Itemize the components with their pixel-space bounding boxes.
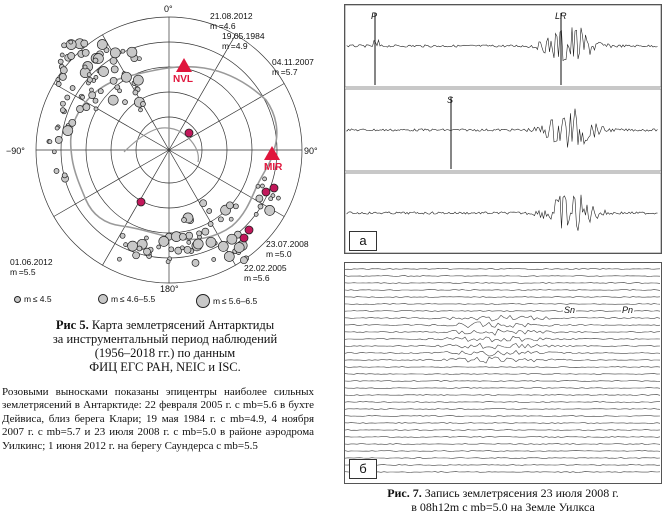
caption-line: в 08h12m с mb=5.0 на Земле Уилкса <box>411 500 595 514</box>
panel-b-label: б <box>349 459 377 479</box>
earthquake-dot <box>229 217 233 221</box>
earthquake-dot <box>256 195 263 202</box>
earthquake-dot <box>99 67 109 77</box>
seismogram-panel-b <box>344 262 662 484</box>
earthquake-dot <box>265 205 275 215</box>
earthquake-dot <box>180 246 184 250</box>
seismogram-trace <box>345 329 660 335</box>
caption-line: за инструментальный период наблюдений <box>52 332 278 346</box>
highlighted-event-dot <box>240 234 248 242</box>
earthquake-dot <box>59 73 66 80</box>
earthquake-dot <box>55 136 62 143</box>
earthquake-dot <box>226 202 233 209</box>
earthquake-dot <box>224 252 234 262</box>
seismogram-trace <box>345 269 660 270</box>
legend-circle-icon <box>98 294 108 304</box>
seismogram-trace <box>345 402 660 403</box>
earthquake-dot <box>144 236 148 240</box>
station-nvl-marker <box>176 58 192 72</box>
figure5-label: Рис 5. <box>55 318 89 332</box>
earthquake-dot <box>110 48 120 58</box>
earthquake-dot <box>197 231 202 236</box>
seismogram-trace <box>345 367 660 368</box>
earthquake-dot <box>111 66 118 73</box>
earthquake-dot <box>234 243 244 253</box>
angle-label-minus90: −90° <box>6 146 25 156</box>
figure5-description <box>2 386 314 453</box>
seismogram-trace <box>345 351 660 357</box>
earthquake-dot <box>93 58 98 63</box>
seismogram-trace <box>347 109 658 148</box>
earthquake-dot <box>137 246 142 251</box>
earthquake-dot <box>166 260 170 264</box>
earthquake-dot <box>144 248 151 255</box>
earthquake-dot <box>56 82 61 87</box>
station-nvl-label: NVL <box>173 74 193 85</box>
highlighted-event-dot <box>270 184 278 192</box>
earthquake-dot <box>208 222 213 227</box>
highlighted-event-dot <box>185 129 193 137</box>
event-callout <box>222 32 265 51</box>
earthquake-dot <box>77 106 84 113</box>
description-text: Розовыми выносками показаны эпицентры наиболее сильных землетрясений в Антарктиде: 22 февраля 2005 г. с mb=5.6 в бухте Дейвиса, близ берега Клари; 19 мая 1984 г. с mb=4.9, 4 ноября 2007 г. с mb=5.7 и 23 июля 2008 г. с mb=5.0 в районе аэродрома Уилкинс; 1 июня 2012 г. на берегу Саундерса с mb=5.5 <box>2 386 314 452</box>
earthquake-dot <box>87 73 91 77</box>
event-magnitude: m =4.9 <box>222 40 248 51</box>
earthquake-dot <box>94 107 98 111</box>
earthquake-dot <box>82 49 89 56</box>
earthquake-dot <box>70 86 75 91</box>
earthquake-dot <box>128 241 138 251</box>
earthquake-dot <box>89 92 96 99</box>
figure7-caption <box>348 486 658 514</box>
earthquake-dot <box>233 204 238 209</box>
earthquake-dot <box>60 101 65 106</box>
earthquake-dot <box>108 95 118 105</box>
event-date: 21.08.2012 <box>210 11 253 21</box>
earthquake-dot <box>87 77 92 82</box>
seismogram-trace <box>345 374 660 375</box>
earthquake-dot <box>52 150 56 154</box>
figure5-caption <box>20 318 310 374</box>
event-magnitude: m =5.6 <box>244 272 270 283</box>
earthquake-dot <box>69 40 73 44</box>
earthquake-dot <box>118 89 122 93</box>
earthquake-dot <box>192 259 199 266</box>
earthquake-dot <box>89 88 93 92</box>
seismogram-trace <box>345 409 660 410</box>
earthquake-dot <box>55 126 59 130</box>
earthquake-dot <box>260 184 264 188</box>
earthquake-dot <box>62 173 67 178</box>
event-callout <box>272 58 314 77</box>
map-grid <box>36 17 302 283</box>
event-date: 22.02.2005 <box>244 263 287 273</box>
earthquake-dot <box>120 233 125 238</box>
earthquake-dot <box>276 196 280 200</box>
earthquake-dot <box>65 95 70 100</box>
earthquake-dot <box>139 108 143 112</box>
legend-label: m ≤ 4.6–5.5 <box>111 294 156 304</box>
seismogram-trace <box>345 283 660 284</box>
earthquake-dot <box>110 77 117 84</box>
highlighted-event-dot <box>262 188 270 196</box>
seismogram-a-svg <box>345 5 661 253</box>
earthquake-dot <box>81 40 88 47</box>
phase-label-p: P <box>371 11 378 21</box>
earthquake-dot <box>193 239 203 249</box>
earthquake-dot <box>83 104 90 111</box>
earthquake-dot <box>60 67 67 74</box>
seismogram-trace <box>345 381 660 382</box>
station-mir-label: MIR <box>264 162 283 173</box>
earthquake-dot <box>202 228 209 235</box>
event-date: 04.11.2007 <box>272 57 314 67</box>
legend-label: m ≤ 4.5 <box>24 294 52 304</box>
earthquake-dot <box>58 59 63 64</box>
legend-item-small <box>14 294 52 304</box>
earthquake-dot <box>117 257 121 261</box>
earthquake-dot <box>254 212 258 216</box>
earthquake-dot <box>179 233 186 240</box>
highlighted-event-dot <box>245 226 253 234</box>
grid-meridian <box>54 150 169 217</box>
earthquake-dot <box>56 78 60 82</box>
event-date: 19.05.1984 <box>222 31 265 41</box>
grid-meridian <box>169 84 284 151</box>
event-callout <box>10 258 53 277</box>
event-callout <box>266 240 309 259</box>
phase-label-pn: Pn <box>622 305 634 315</box>
earthquake-dot <box>121 49 125 53</box>
event-magnitude: m =5.5 <box>10 266 36 277</box>
event-magnitude: m =5.7 <box>272 66 298 77</box>
earthquake-dot <box>68 53 75 60</box>
legend-label: m ≤ 5.6–6.5 <box>213 296 258 306</box>
figure7-label: Рис. 7. <box>387 486 422 500</box>
angle-label-90: 90° <box>304 146 318 156</box>
earthquake-dot <box>133 75 143 85</box>
earthquake-dot <box>184 246 191 253</box>
earthquake-dot <box>169 247 174 252</box>
seismogram-trace <box>345 472 660 473</box>
earthquake-dot <box>60 53 64 57</box>
seismogram-trace <box>345 322 660 328</box>
seismogram-trace <box>345 336 660 342</box>
phase-label-sn: Sn <box>564 305 576 315</box>
earthquake-dot <box>81 95 85 99</box>
seismogram-trace <box>345 451 660 452</box>
phase-label-lr: LR <box>555 11 567 21</box>
legend-circle-icon <box>14 296 21 303</box>
earthquake-dot <box>159 236 169 246</box>
seismogram-trace <box>345 423 660 424</box>
earthquake-dot <box>93 98 98 103</box>
map-legend <box>10 292 300 308</box>
caption-line: Карта землетрясений Антарктиды <box>91 318 275 332</box>
earthquake-dot <box>218 217 223 222</box>
earthquake-dot <box>269 197 273 201</box>
caption-line: Запись землетрясения 23 июля 2008 г. <box>424 486 619 500</box>
earthquake-dot <box>123 100 128 105</box>
earthquake-dot <box>256 184 260 188</box>
earthquake-dot <box>212 258 216 262</box>
station-mir-marker <box>264 146 280 160</box>
earthquake-dot <box>187 240 191 244</box>
earthquake-map <box>4 2 324 292</box>
earthquake-dot <box>141 102 146 107</box>
seismogram-trace <box>345 357 660 363</box>
seismogram-trace <box>345 343 660 349</box>
caption-line: ФИЦ ЕГС РАН, NEIC и ISC. <box>89 360 241 374</box>
earthquake-dot <box>97 40 107 50</box>
event-callout <box>210 12 253 31</box>
seismogram-trace <box>345 465 660 466</box>
event-date: 01.06.2012 <box>10 257 53 267</box>
panel-a-label: а <box>349 231 377 251</box>
earthquake-dot <box>62 43 67 48</box>
earthquake-dot <box>63 126 73 136</box>
earthquake-dot <box>182 218 187 223</box>
event-magnitude: m =5.0 <box>266 248 292 259</box>
caption-line: (1956–2018 гг.) по данным <box>94 346 236 360</box>
event-date: 23.07.2008 <box>266 239 309 249</box>
legend-item-large <box>196 294 257 308</box>
seismogram-trace <box>345 395 660 396</box>
phase-label-s: S <box>447 95 454 105</box>
earthquake-dot <box>157 245 161 249</box>
earthquake-dot <box>133 90 138 95</box>
seismogram-trace <box>347 195 658 231</box>
earthquake-dot <box>54 169 59 174</box>
angle-label-0: 0° <box>164 4 173 14</box>
legend-circle-icon <box>196 294 210 308</box>
seismogram-trace <box>345 276 660 277</box>
earthquake-dot <box>207 209 212 214</box>
seismogram-trace <box>345 437 660 438</box>
seismogram-trace <box>345 416 660 417</box>
earthquake-dot <box>218 241 228 251</box>
seismogram-trace <box>345 304 660 305</box>
event-magnitude: m =4.6 <box>210 20 236 31</box>
earthquake-dot <box>60 108 65 113</box>
earthquake-dot <box>127 47 137 57</box>
highlighted-event-dot <box>137 198 145 206</box>
seismogram-panel-a <box>344 4 662 254</box>
seismogram-trace <box>347 27 658 60</box>
earthquake-dot <box>121 72 131 82</box>
earthquake-dot <box>83 65 87 69</box>
seismogram-trace <box>345 444 660 445</box>
earthquake-dot <box>200 200 207 207</box>
event-callout <box>244 264 287 283</box>
earthquake-dot <box>98 89 103 94</box>
seismogram-trace <box>345 290 660 291</box>
seismogram-b-svg <box>345 263 661 483</box>
seismogram-trace <box>345 297 660 298</box>
earthquake-dot <box>110 57 117 64</box>
seismogram-trace <box>345 388 660 389</box>
earthquake-dot <box>48 140 52 144</box>
seismogram-trace <box>345 315 660 321</box>
earthquake-dot <box>227 234 237 244</box>
legend-item-medium <box>98 294 155 304</box>
angle-label-180: 180° <box>160 284 179 294</box>
earthquake-dot <box>124 243 128 247</box>
earthquake-dot <box>186 232 193 239</box>
earthquake-dot <box>206 237 216 247</box>
earthquake-dot <box>258 204 263 209</box>
earthquake-dot <box>133 252 140 259</box>
seismogram-trace <box>345 458 660 459</box>
earthquake-dot <box>69 119 76 126</box>
seismogram-trace <box>345 311 660 312</box>
seismogram-trace <box>345 430 660 431</box>
grid-meridian <box>169 35 236 150</box>
earthquake-dot <box>263 177 267 181</box>
